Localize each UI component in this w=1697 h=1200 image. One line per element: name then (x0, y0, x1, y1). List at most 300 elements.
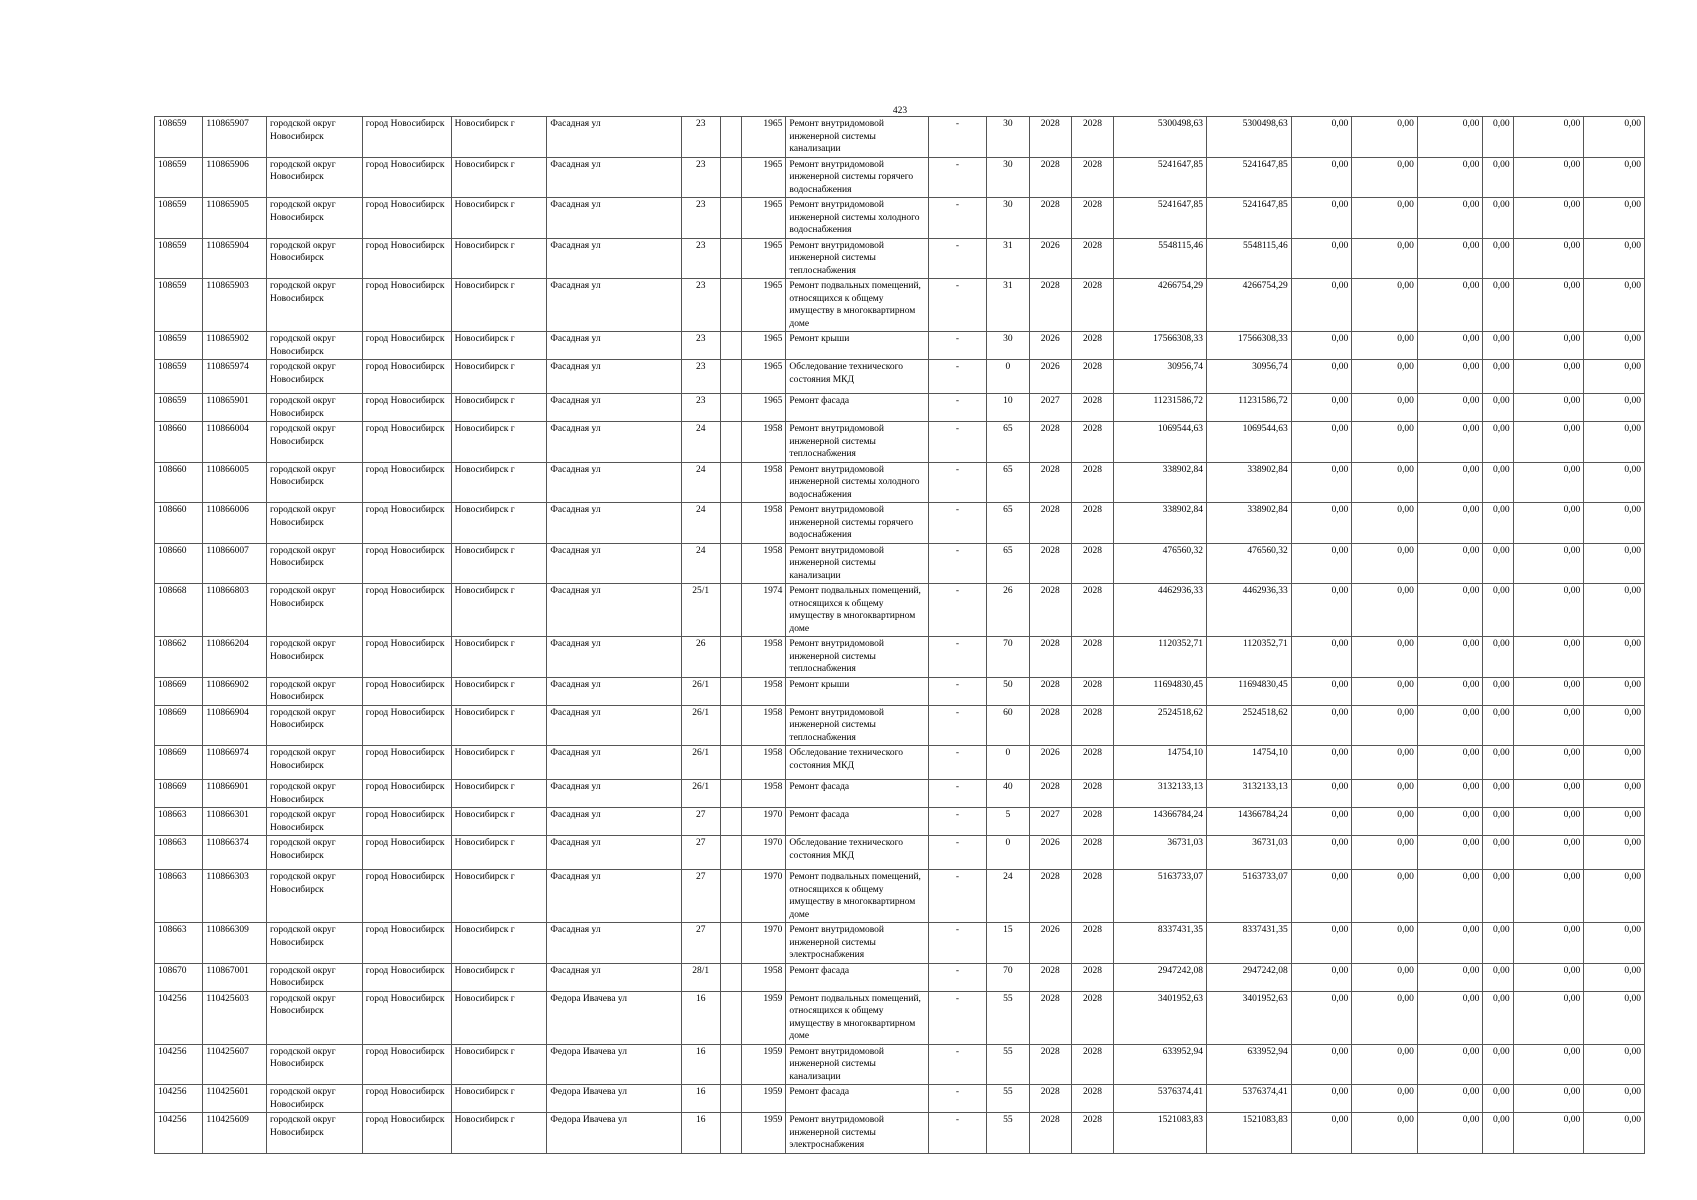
work-type-cell: Ремонт внутридомовой инженерной системы холодного водоснабжения (786, 462, 928, 503)
locality-cell: Новосибирск г (451, 422, 547, 463)
owners-cell: 0,00 (1483, 157, 1513, 198)
house-number-cell: 23 (681, 279, 720, 332)
table-row (155, 923, 1645, 964)
dash-cell: - (928, 637, 987, 678)
municipality-cell: городской округ Новосибирск (266, 198, 362, 239)
municipality-cell: городской округ Новосибирск (266, 780, 362, 808)
wear-cell: 70 (987, 963, 1029, 991)
end-year-cell: 2028 (1071, 836, 1113, 870)
table-row (155, 637, 1645, 678)
budget-local-cell: 0,00 (1417, 746, 1483, 780)
total-cost-cell: 5300498,63 (1114, 117, 1207, 158)
dash-cell: - (928, 991, 987, 1044)
work-type-cell: Ремонт внутридомовой инженерной системы электроснабжения (786, 1113, 928, 1154)
settlement-cell: город Новосибирск (362, 157, 451, 198)
locality-cell: Новосибирск г (451, 332, 547, 360)
budget-local-cell: 0,00 (1417, 780, 1483, 808)
table-row (155, 963, 1645, 991)
municipality-cell: городской округ Новосибирск (266, 991, 362, 1044)
plan-year-cell: 2028 (1029, 1113, 1071, 1154)
wear-cell: 70 (987, 637, 1029, 678)
work-id-cell: 110866006 (203, 503, 267, 544)
house-id-cell: 108659 (155, 238, 203, 279)
plan-year-cell: 2028 (1029, 705, 1071, 746)
owners-cell: 0,00 (1483, 808, 1513, 836)
locality-cell: Новосибирск г (451, 991, 547, 1044)
dash-cell: - (928, 543, 987, 584)
total-cost-cell: 5548115,46 (1114, 238, 1207, 279)
locality-cell: Новосибирск г (451, 963, 547, 991)
table-row (155, 1085, 1645, 1113)
locality-cell: Новосибирск г (451, 746, 547, 780)
plan-year-cell: 2028 (1029, 543, 1071, 584)
house-number-cell: 23 (681, 238, 720, 279)
budget-regional-cell: 0,00 (1352, 963, 1418, 991)
table-row (155, 677, 1645, 705)
work-id-cell: 110425603 (203, 991, 267, 1044)
plan-year-cell: 2026 (1029, 360, 1071, 394)
budget-regional-cell: 0,00 (1352, 503, 1418, 544)
other-source-cell: 0,00 (1513, 637, 1584, 678)
house-number-cell: 24 (681, 422, 720, 463)
dash-cell: - (928, 1113, 987, 1154)
building-cell (720, 836, 741, 870)
street-cell: Фасадная ул (547, 870, 681, 923)
house-number-cell: 27 (681, 836, 720, 870)
budget-regional-cell: 0,00 (1352, 117, 1418, 158)
municipality-cell: городской округ Новосибирск (266, 677, 362, 705)
end-year-cell: 2028 (1071, 198, 1113, 239)
plan-year-cell: 2028 (1029, 462, 1071, 503)
budget-federal-cell: 0,00 (1291, 157, 1352, 198)
settlement-cell: город Новосибирск (362, 1085, 451, 1113)
locality-cell: Новосибирск г (451, 780, 547, 808)
settlement-cell: город Новосибирск (362, 238, 451, 279)
reserve-cell: 0,00 (1584, 462, 1645, 503)
build-year-cell: 1959 (742, 991, 786, 1044)
municipality-cell: городской округ Новосибирск (266, 503, 362, 544)
municipality-cell: городской округ Новосибирск (266, 117, 362, 158)
reserve-cell: 0,00 (1584, 1044, 1645, 1085)
build-year-cell: 1974 (742, 584, 786, 637)
municipality-cell: городской округ Новосибирск (266, 462, 362, 503)
settlement-cell: город Новосибирск (362, 991, 451, 1044)
plan-year-cell: 2028 (1029, 157, 1071, 198)
budget-local-cell: 0,00 (1417, 963, 1483, 991)
work-type-cell: Ремонт внутридомовой инженерной системы теплоснабжения (786, 422, 928, 463)
build-year-cell: 1970 (742, 836, 786, 870)
settlement-cell: город Новосибирск (362, 1044, 451, 1085)
other-source-cell: 0,00 (1513, 991, 1584, 1044)
wear-cell: 24 (987, 870, 1029, 923)
budget-federal-cell: 0,00 (1291, 279, 1352, 332)
house-number-cell: 26/1 (681, 746, 720, 780)
owners-cell: 0,00 (1483, 746, 1513, 780)
plan-year-cell: 2028 (1029, 1085, 1071, 1113)
budget-regional-cell: 0,00 (1352, 584, 1418, 637)
street-cell: Фасадная ул (547, 117, 681, 158)
budget-federal-cell: 0,00 (1291, 1085, 1352, 1113)
plan-year-cell: 2028 (1029, 198, 1071, 239)
budget-local-cell: 0,00 (1417, 422, 1483, 463)
budget-federal-cell: 0,00 (1291, 836, 1352, 870)
locality-cell: Новосибирск г (451, 462, 547, 503)
owners-cell: 0,00 (1483, 332, 1513, 360)
build-year-cell: 1958 (742, 963, 786, 991)
budget-local-cell: 0,00 (1417, 677, 1483, 705)
reserve-cell: 0,00 (1584, 584, 1645, 637)
house-id-cell: 108669 (155, 746, 203, 780)
work-type-cell: Ремонт подвальных помещений, относящихся к общему имуществу в многоквартирном доме (786, 991, 928, 1044)
total-cost-cell: 36731,03 (1114, 836, 1207, 870)
table-row (155, 157, 1645, 198)
wear-cell: 65 (987, 503, 1029, 544)
street-cell: Фасадная ул (547, 746, 681, 780)
budget-federal-cell: 0,00 (1291, 360, 1352, 394)
table-row (155, 991, 1645, 1044)
fund-cost-cell: 5241647,85 (1207, 157, 1292, 198)
house-number-cell: 26/1 (681, 677, 720, 705)
budget-regional-cell: 0,00 (1352, 332, 1418, 360)
end-year-cell: 2028 (1071, 394, 1113, 422)
street-cell: Фасадная ул (547, 279, 681, 332)
wear-cell: 65 (987, 462, 1029, 503)
work-id-cell: 110865903 (203, 279, 267, 332)
table-row (155, 117, 1645, 158)
street-cell: Федора Ивачева ул (547, 1085, 681, 1113)
total-cost-cell: 476560,32 (1114, 543, 1207, 584)
work-id-cell: 110866301 (203, 808, 267, 836)
work-id-cell: 110866803 (203, 584, 267, 637)
dash-cell: - (928, 394, 987, 422)
owners-cell: 0,00 (1483, 963, 1513, 991)
house-number-cell: 23 (681, 157, 720, 198)
table-row (155, 360, 1645, 394)
reserve-cell: 0,00 (1584, 637, 1645, 678)
budget-regional-cell: 0,00 (1352, 870, 1418, 923)
budget-local-cell: 0,00 (1417, 238, 1483, 279)
locality-cell: Новосибирск г (451, 157, 547, 198)
work-type-cell: Ремонт внутридомовой инженерной системы горячего водоснабжения (786, 157, 928, 198)
street-cell: Фасадная ул (547, 462, 681, 503)
plan-year-cell: 2028 (1029, 422, 1071, 463)
total-cost-cell: 5241647,85 (1114, 198, 1207, 239)
municipality-cell: городской округ Новосибирск (266, 746, 362, 780)
budget-regional-cell: 0,00 (1352, 279, 1418, 332)
budget-local-cell: 0,00 (1417, 1085, 1483, 1113)
work-id-cell: 110867001 (203, 963, 267, 991)
wear-cell: 31 (987, 279, 1029, 332)
end-year-cell: 2028 (1071, 238, 1113, 279)
plan-year-cell: 2028 (1029, 1044, 1071, 1085)
budget-local-cell: 0,00 (1417, 637, 1483, 678)
work-type-cell: Ремонт внутридомовой инженерной системы электроснабжения (786, 923, 928, 964)
total-cost-cell: 17566308,33 (1114, 332, 1207, 360)
building-cell (720, 1113, 741, 1154)
locality-cell: Новосибирск г (451, 584, 547, 637)
locality-cell: Новосибирск г (451, 1113, 547, 1154)
dash-cell: - (928, 870, 987, 923)
table-row (155, 808, 1645, 836)
budget-regional-cell: 0,00 (1352, 238, 1418, 279)
owners-cell: 0,00 (1483, 503, 1513, 544)
house-number-cell: 26/1 (681, 780, 720, 808)
wear-cell: 65 (987, 543, 1029, 584)
owners-cell: 0,00 (1483, 836, 1513, 870)
settlement-cell: город Новосибирск (362, 503, 451, 544)
other-source-cell: 0,00 (1513, 422, 1584, 463)
fund-cost-cell: 11694830,45 (1207, 677, 1292, 705)
owners-cell: 0,00 (1483, 117, 1513, 158)
fund-cost-cell: 4462936,33 (1207, 584, 1292, 637)
budget-local-cell: 0,00 (1417, 991, 1483, 1044)
house-id-cell: 108660 (155, 422, 203, 463)
other-source-cell: 0,00 (1513, 279, 1584, 332)
locality-cell: Новосибирск г (451, 808, 547, 836)
wear-cell: 30 (987, 157, 1029, 198)
end-year-cell: 2028 (1071, 705, 1113, 746)
budget-federal-cell: 0,00 (1291, 746, 1352, 780)
settlement-cell: город Новосибирск (362, 198, 451, 239)
work-id-cell: 110866004 (203, 422, 267, 463)
building-cell (720, 808, 741, 836)
house-id-cell: 108659 (155, 157, 203, 198)
owners-cell: 0,00 (1483, 422, 1513, 463)
settlement-cell: город Новосибирск (362, 1113, 451, 1154)
page-number: 423 (892, 106, 908, 116)
build-year-cell: 1965 (742, 332, 786, 360)
house-id-cell: 108663 (155, 923, 203, 964)
street-cell: Фасадная ул (547, 963, 681, 991)
plan-year-cell: 2028 (1029, 677, 1071, 705)
fund-cost-cell: 5300498,63 (1207, 117, 1292, 158)
street-cell: Фасадная ул (547, 503, 681, 544)
other-source-cell: 0,00 (1513, 584, 1584, 637)
settlement-cell: город Новосибирск (362, 543, 451, 584)
wear-cell: 50 (987, 677, 1029, 705)
building-cell (720, 1044, 741, 1085)
budget-local-cell: 0,00 (1417, 1044, 1483, 1085)
house-number-cell: 16 (681, 991, 720, 1044)
budget-regional-cell: 0,00 (1352, 1113, 1418, 1154)
budget-regional-cell: 0,00 (1352, 1044, 1418, 1085)
locality-cell: Новосибирск г (451, 923, 547, 964)
house-number-cell: 24 (681, 503, 720, 544)
building-cell (720, 332, 741, 360)
work-type-cell: Ремонт внутридомовой инженерной системы канализации (786, 117, 928, 158)
other-source-cell: 0,00 (1513, 332, 1584, 360)
table-row (155, 746, 1645, 780)
end-year-cell: 2028 (1071, 870, 1113, 923)
dash-cell: - (928, 746, 987, 780)
build-year-cell: 1965 (742, 279, 786, 332)
work-type-cell: Ремонт фасада (786, 780, 928, 808)
fund-cost-cell: 5163733,07 (1207, 870, 1292, 923)
end-year-cell: 2028 (1071, 332, 1113, 360)
work-type-cell: Ремонт внутридомовой инженерной системы теплоснабжения (786, 238, 928, 279)
house-number-cell: 24 (681, 462, 720, 503)
other-source-cell: 0,00 (1513, 543, 1584, 584)
street-cell: Фасадная ул (547, 157, 681, 198)
plan-year-cell: 2026 (1029, 923, 1071, 964)
budget-regional-cell: 0,00 (1352, 157, 1418, 198)
budget-local-cell: 0,00 (1417, 360, 1483, 394)
building-cell (720, 584, 741, 637)
table-row (155, 836, 1645, 870)
municipality-cell: городской округ Новосибирск (266, 1044, 362, 1085)
total-cost-cell: 3401952,63 (1114, 991, 1207, 1044)
other-source-cell: 0,00 (1513, 360, 1584, 394)
house-id-cell: 108663 (155, 836, 203, 870)
fund-cost-cell: 5548115,46 (1207, 238, 1292, 279)
work-id-cell: 110866974 (203, 746, 267, 780)
other-source-cell: 0,00 (1513, 808, 1584, 836)
end-year-cell: 2028 (1071, 1085, 1113, 1113)
municipality-cell: городской округ Новосибирск (266, 238, 362, 279)
work-id-cell: 110425609 (203, 1113, 267, 1154)
street-cell: Фасадная ул (547, 543, 681, 584)
budget-local-cell: 0,00 (1417, 543, 1483, 584)
municipality-cell: городской округ Новосибирск (266, 584, 362, 637)
building-cell (720, 238, 741, 279)
house-number-cell: 25/1 (681, 584, 720, 637)
budget-regional-cell: 0,00 (1352, 705, 1418, 746)
total-cost-cell: 5163733,07 (1114, 870, 1207, 923)
owners-cell: 0,00 (1483, 923, 1513, 964)
settlement-cell: город Новосибирск (362, 923, 451, 964)
end-year-cell: 2028 (1071, 503, 1113, 544)
budget-federal-cell: 0,00 (1291, 503, 1352, 544)
wear-cell: 30 (987, 117, 1029, 158)
budget-federal-cell: 0,00 (1291, 543, 1352, 584)
plan-year-cell: 2027 (1029, 808, 1071, 836)
house-number-cell: 24 (681, 543, 720, 584)
house-id-cell: 108659 (155, 198, 203, 239)
owners-cell: 0,00 (1483, 279, 1513, 332)
work-type-cell: Ремонт внутридомовой инженерной системы холодного водоснабжения (786, 198, 928, 239)
settlement-cell: город Новосибирск (362, 836, 451, 870)
work-id-cell: 110866902 (203, 677, 267, 705)
owners-cell: 0,00 (1483, 637, 1513, 678)
work-id-cell: 110866901 (203, 780, 267, 808)
fund-cost-cell: 338902,84 (1207, 462, 1292, 503)
reserve-cell: 0,00 (1584, 746, 1645, 780)
street-cell: Федора Ивачева ул (547, 1044, 681, 1085)
street-cell: Фасадная ул (547, 422, 681, 463)
budget-regional-cell: 0,00 (1352, 836, 1418, 870)
budget-local-cell: 0,00 (1417, 584, 1483, 637)
dash-cell: - (928, 808, 987, 836)
work-type-cell: Ремонт фасада (786, 963, 928, 991)
budget-local-cell: 0,00 (1417, 705, 1483, 746)
municipality-cell: городской округ Новосибирск (266, 1085, 362, 1113)
fund-cost-cell: 338902,84 (1207, 503, 1292, 544)
work-id-cell: 110866204 (203, 637, 267, 678)
street-cell: Фасадная ул (547, 780, 681, 808)
dash-cell: - (928, 1085, 987, 1113)
budget-federal-cell: 0,00 (1291, 332, 1352, 360)
budget-regional-cell: 0,00 (1352, 677, 1418, 705)
total-cost-cell: 1120352,71 (1114, 637, 1207, 678)
reserve-cell: 0,00 (1584, 705, 1645, 746)
other-source-cell: 0,00 (1513, 705, 1584, 746)
other-source-cell: 0,00 (1513, 198, 1584, 239)
building-cell (720, 198, 741, 239)
build-year-cell: 1958 (742, 503, 786, 544)
table-row (155, 332, 1645, 360)
fund-cost-cell: 11231586,72 (1207, 394, 1292, 422)
end-year-cell: 2028 (1071, 677, 1113, 705)
work-id-cell: 110866374 (203, 836, 267, 870)
fund-cost-cell: 476560,32 (1207, 543, 1292, 584)
dash-cell: - (928, 1044, 987, 1085)
settlement-cell: город Новосибирск (362, 746, 451, 780)
wear-cell: 31 (987, 238, 1029, 279)
budget-federal-cell: 0,00 (1291, 394, 1352, 422)
house-id-cell: 108668 (155, 584, 203, 637)
reserve-cell: 0,00 (1584, 543, 1645, 584)
build-year-cell: 1970 (742, 923, 786, 964)
house-number-cell: 27 (681, 870, 720, 923)
building-cell (720, 462, 741, 503)
locality-cell: Новосибирск г (451, 870, 547, 923)
owners-cell: 0,00 (1483, 870, 1513, 923)
end-year-cell: 2028 (1071, 780, 1113, 808)
street-cell: Федора Ивачева ул (547, 1113, 681, 1154)
settlement-cell: город Новосибирск (362, 422, 451, 463)
table-row (155, 198, 1645, 239)
end-year-cell: 2028 (1071, 923, 1113, 964)
building-cell (720, 991, 741, 1044)
locality-cell: Новосибирск г (451, 677, 547, 705)
fund-cost-cell: 2947242,08 (1207, 963, 1292, 991)
table-row (155, 780, 1645, 808)
total-cost-cell: 14754,10 (1114, 746, 1207, 780)
dash-cell: - (928, 705, 987, 746)
build-year-cell: 1958 (742, 677, 786, 705)
other-source-cell: 0,00 (1513, 394, 1584, 422)
plan-year-cell: 2028 (1029, 117, 1071, 158)
building-cell (720, 360, 741, 394)
budget-regional-cell: 0,00 (1352, 394, 1418, 422)
reserve-cell: 0,00 (1584, 963, 1645, 991)
wear-cell: 55 (987, 991, 1029, 1044)
building-cell (720, 422, 741, 463)
municipality-cell: городской округ Новосибирск (266, 279, 362, 332)
dash-cell: - (928, 836, 987, 870)
dash-cell: - (928, 462, 987, 503)
street-cell: Фасадная ул (547, 836, 681, 870)
street-cell: Фасадная ул (547, 705, 681, 746)
owners-cell: 0,00 (1483, 543, 1513, 584)
wear-cell: 55 (987, 1113, 1029, 1154)
work-type-cell: Ремонт внутридомовой инженерной системы теплоснабжения (786, 705, 928, 746)
work-id-cell: 110865907 (203, 117, 267, 158)
house-id-cell: 108659 (155, 117, 203, 158)
dash-cell: - (928, 157, 987, 198)
budget-local-cell: 0,00 (1417, 923, 1483, 964)
build-year-cell: 1958 (742, 780, 786, 808)
house-number-cell: 16 (681, 1113, 720, 1154)
settlement-cell: город Новосибирск (362, 705, 451, 746)
build-year-cell: 1959 (742, 1085, 786, 1113)
wear-cell: 26 (987, 584, 1029, 637)
street-cell: Фасадная ул (547, 198, 681, 239)
budget-federal-cell: 0,00 (1291, 198, 1352, 239)
work-id-cell: 110866007 (203, 543, 267, 584)
fund-cost-cell: 30956,74 (1207, 360, 1292, 394)
reserve-cell: 0,00 (1584, 157, 1645, 198)
